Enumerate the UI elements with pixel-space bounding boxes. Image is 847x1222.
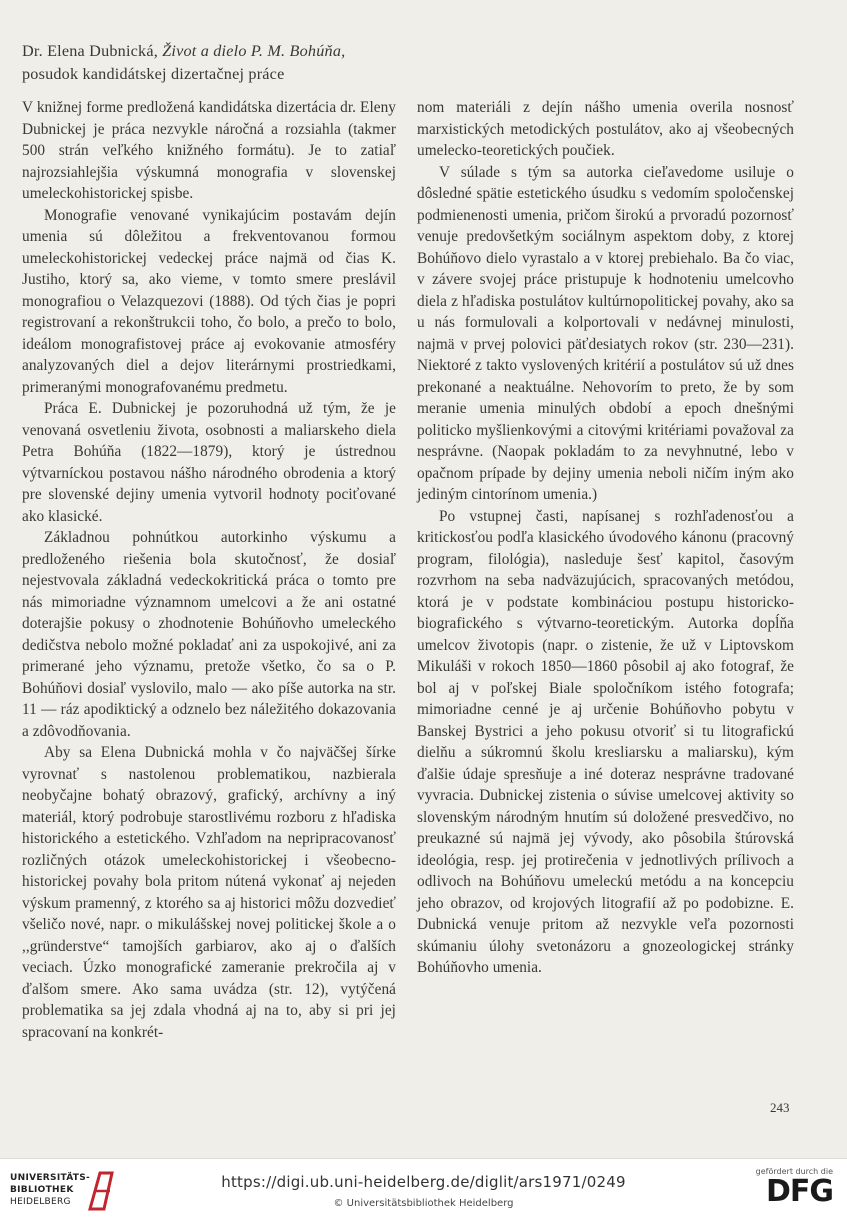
header-line-2: posudok kandidátskej dizertačnej práce	[22, 65, 285, 83]
dfg-caption: gefördert durch die	[755, 1167, 833, 1176]
paragraph: Práca E. Dubnickej je pozoruhodná už tým, že je venovaná osvetleniu života, osobnosti a maliarskeho diela Petra Bohúňa (1822—1879), ktorý je ústrednou výtvarníckou postavou nášho národného obrodenia a ktorý pre slovenské dejiny umenia vytvoril hodnoty pociťované ako klasické.	[22, 400, 396, 525]
page-number: 243	[770, 1100, 790, 1115]
document-url-link[interactable]: https://digi.ub.uni-heidelberg.de/diglit/ars1971/0249	[221, 1173, 626, 1191]
article-header	[22, 40, 422, 86]
paragraph: Po vstupnej časti, napísanej s rozhľadenosťou a kritickosťou podľa klasického úvodového kánonu (pracovný program, filológia), nasleduje šesť kapitol, časovým rozvrhom na seba nadväzujúcich, spracovaných metódou, ktorá je v podstate kombináciou postupu historicko-biografického s výtvarno-teoretickým. Autorka dopĺňa umelcov životopis (napr. o zistenie, že už v Liptovskom Mikuláši v rokoch 1850—1860 pôsobil aj ako fotograf, že bol aj v poľskej Biale spoločníkom istého fotografa; mimoriadne cenné je aj určenie Bohúňovho pobytu v Banskej Bystrici a jeho pokusu otvoriť si tu litografickú dielňu a súkromnú školu kresliarsku a maliarsku), kým ďalšie údaje spresňuje a iné doteraz nesprávne tradované vyvracia. Dubnickej zistenia o súvise umelcovej aktivity so slovenským národným hnutím sú doložené presvedčivo, no preukazné sú najmä jej vývody, ako pôsobila štúrovská ideológia, resp. jej protirečenia v jednotlivých prílivoch a odlivoch na Bohúňovu umeleckú metódu a na koncepciu jeho obrazov, od krojových litografií až po podobizne. E. Dubnická venuje pritom až nezvykle veľa pozornosti skúmaniu úlohy svetonázoru a gnozeologickej stránky Bohúňovho umenia.	[417, 507, 794, 976]
dfg-logo[interactable]	[743, 1167, 833, 1208]
paragraph: V knižnej forme predložená kandidátska dizertácia dr. Eleny Dubnickej je práca nezvykle náročná a rozsiahla (takmer 500 strán veľkého knižného formátu). Je to zatiaľ najrozsiahlejšia výskumná monografia v slovenskej umeleckohistorickej spisbe.	[22, 99, 396, 202]
viewer-footer	[0, 1158, 847, 1222]
paragraph: nom materiáli z dejín nášho umenia overila nosnosť marxistických metodických postulátov, ako aj všeobecných umelecko-teoretických poučiek.	[417, 99, 794, 159]
paragraph: Základnou pohnútkou autorkinho výskumu a predloženého riešenia bola skutočnosť, že dosiaľ nejestvovala základná vedeckokritická práca o tomto pre nás mimoriadne významnom umelcovi a že ani ostatné doterajšie pokusy o zhodnotenie Bohúňovho umeleckého dedičstva nebolo možné pokladať ani za uspokojivé, ani za primerané jeho významu, pretože všetko, čo sa o P. Bohúňovi dosiaľ vyslovilo, malo — ako píše autorka na str. 11 — ráz apodiktický a odznelo bez náležitého dokazovania a zdôvodňovania.	[22, 529, 396, 740]
left-text-column	[22, 97, 396, 1043]
logo-line-1: UNIVERSITÄTS-	[10, 1173, 91, 1183]
logo-line-3: HEIDELBERG	[10, 1197, 71, 1207]
header-line-1	[22, 40, 422, 63]
right-text-column	[417, 97, 794, 979]
dfg-mark: DFG	[765, 1174, 833, 1209]
header-title: Život a dielo P. M. Bohúňa,	[162, 42, 346, 60]
copyright-text: © Universitätsbibliothek Heidelberg	[333, 1198, 514, 1209]
header-author: Dr. Elena Dubnická,	[22, 42, 163, 60]
paragraph: V súlade s tým sa autorka cieľavedome usiluje o dôsledné spätie estetického úsudku s vedomím spoločenskej podmienenosti umenia, pričom širokú a prvoradú pozornosť venuje predovšetkým sociálnym aspektom doby, z ktorej Bohúňovo dielo vyrastalo a v ktorej prebiehalo. Ba čo viac, v závere svojej práce pristupuje k hodnoteniu umelcovho diela z hľadiska postulátov kultúrnopolitickej povahy, ako sa u nás formulovali a kolportovali v nedávnej minulosti, najmä v prvej polovici päťdesiatych rokov (str. 230—231). Niektoré z takto vyslovených kritérií a postulátov sú už dnes prekonané a neaktuálne. Nehovorím to preto, že by som meranie umenia minulých období a epoch dnešnými politicko myšlienkovými a citovými kritériami považoval za nesprávne. (Naopak pokladám to za nevyhnutné, lebo v opačnom prípade by dejiny umenia neboli ničím iným ako jediným cintorínom umenia.)	[417, 163, 794, 503]
paragraph: Aby sa Elena Dubnická mohla v čo najväčšej šírke vyrovnať s nastolenou problematikou, nazbierala neobyčajne bohatý obrazový, grafický, archívny a iný materiál, ktorý podrobuje starostlivému rozboru z hľadiska historického a estetického. Vzhľadom na nepripracovanosť rozličných otázok umeleckohistorickej i všeobecno-historickej povahy bola pritom nútená vykonať aj nejeden výskum pramenný, z ktorého sa aj historici môžu dozvedieť všeličo nové, napr. o mikulášskej novej politickej škole a o ,,gründerstve“ tamojších garbiarov, ako aj o ďalších veciach. Úzko monografické zameranie prekročila aj v ďalšom smere. Ako sama uvádza (str. 12), vytýčená problematika sa jej zdala vhodná aj na to, aby si pri jej spracovaní na konkrét-	[22, 744, 396, 1041]
paragraph: Monografie venované vynikajúcim postavám dejín umenia sú dôležitou a frekventovanou formou umeleckohistorickej vedeckej práce najmä od čias K. Justiho, ktorý sa, ako vieme, v tomto smere preslávil monografiou o Velazquezovi (1888). Od tých čias je popri registrovaní a rekonštrukcii toho, čo bolo, a prečo to bolo, ideálom monografistovej práce aj evokovanie atmosféry analyzovaných diel a dejov literárnymi prostriedkami, primeranými monografovanému predmetu.	[22, 206, 396, 396]
logo-line-2: BIBLIOTHEK	[10, 1185, 74, 1195]
